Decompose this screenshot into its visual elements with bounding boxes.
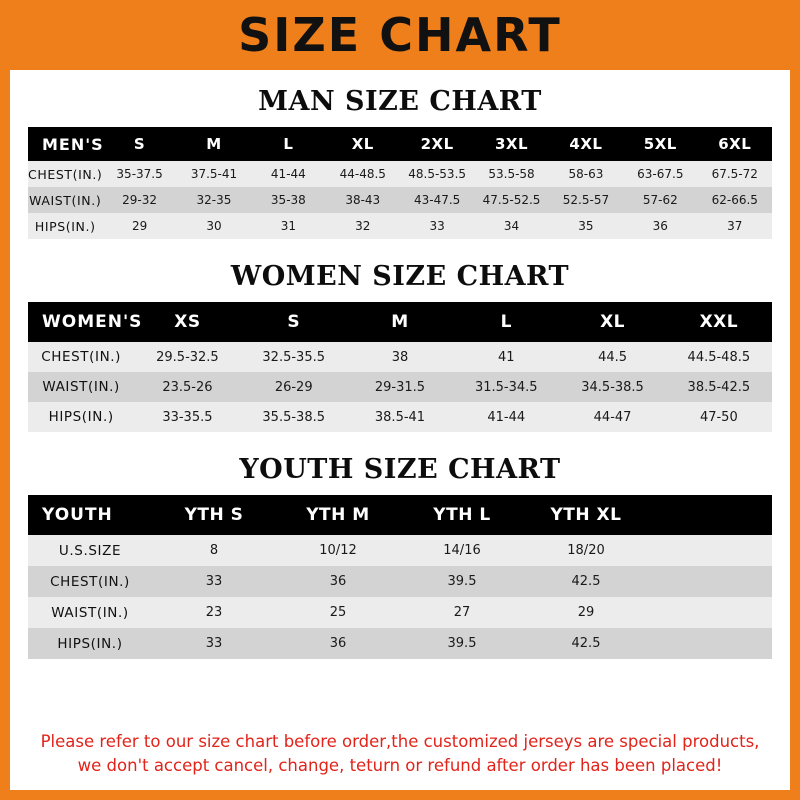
women-section-title: WOMEN SIZE CHART	[230, 261, 570, 292]
women-col-5: XXL	[666, 302, 772, 342]
men-r2c2: 31	[251, 213, 325, 239]
youth-r2c1: 25	[276, 597, 400, 628]
women-r0c4: 44.5	[559, 342, 665, 372]
youth-r0c3: 18/20	[524, 535, 648, 566]
women-r2c5: 47-50	[666, 402, 772, 432]
youth-row-0-label: U.S.SIZE	[28, 535, 152, 566]
youth-corner-label: YOUTH	[28, 495, 152, 535]
men-r0c1: 37.5-41	[177, 161, 251, 187]
women-col-3: L	[453, 302, 559, 342]
youth-r1c2: 39.5	[400, 566, 524, 597]
table-row	[28, 342, 772, 372]
youth-col-3: YTH XL	[524, 495, 648, 535]
men-size-table	[28, 127, 772, 239]
youth-r0c2: 14/16	[400, 535, 524, 566]
youth-r1c4	[648, 566, 772, 597]
table-row	[28, 402, 772, 432]
youth-r3c3: 42.5	[524, 628, 648, 659]
men-r0c3: 44-48.5	[326, 161, 400, 187]
men-corner-label: MEN'S	[28, 127, 102, 161]
women-r0c2: 38	[347, 342, 453, 372]
youth-row-2-label: WAIST(IN.)	[28, 597, 152, 628]
men-row-2-label: HIPS(IN.)	[28, 213, 102, 239]
men-r2c8: 37	[698, 213, 772, 239]
table-header-row	[28, 495, 772, 535]
footer-note-line-2: we don't accept cancel, change, teturn or refund after order has been placed!	[77, 756, 723, 776]
men-r0c0: 35-37.5	[102, 161, 176, 187]
youth-r1c0: 33	[152, 566, 276, 597]
women-r0c5: 44.5-48.5	[666, 342, 772, 372]
women-r2c1: 35.5-38.5	[241, 402, 347, 432]
women-r1c0: 23.5-26	[134, 372, 240, 402]
table-row	[28, 372, 772, 402]
youth-r1c1: 36	[276, 566, 400, 597]
men-r1c5: 47.5-52.5	[474, 187, 548, 213]
women-r0c0: 29.5-32.5	[134, 342, 240, 372]
women-row-2-label: HIPS(IN.)	[28, 402, 134, 432]
women-size-table	[28, 302, 772, 432]
men-col-1: M	[177, 127, 251, 161]
women-row-1-label: WAIST(IN.)	[28, 372, 134, 402]
men-r1c0: 29-32	[102, 187, 176, 213]
youth-r2c3: 29	[524, 597, 648, 628]
men-r2c3: 32	[326, 213, 400, 239]
women-r2c3: 41-44	[453, 402, 559, 432]
women-col-0: XS	[134, 302, 240, 342]
men-table-body	[28, 161, 772, 239]
banner-title: SIZE CHART	[238, 8, 562, 62]
men-r0c8: 67.5-72	[698, 161, 772, 187]
table-row	[28, 597, 772, 628]
men-r1c7: 57-62	[623, 187, 697, 213]
women-r0c1: 32.5-35.5	[241, 342, 347, 372]
youth-section-title: YOUTH SIZE CHART	[239, 454, 561, 485]
youth-col-4	[648, 495, 772, 535]
women-col-2: M	[347, 302, 453, 342]
youth-row-1-label: CHEST(IN.)	[28, 566, 152, 597]
men-col-4: 2XL	[400, 127, 474, 161]
footer-note-line-1: Please refer to our size chart before order,the customized jerseys are special products,	[40, 732, 760, 752]
men-col-3: XL	[326, 127, 400, 161]
men-col-7: 5XL	[623, 127, 697, 161]
men-col-8: 6XL	[698, 127, 772, 161]
table-header-row	[28, 127, 772, 161]
table-row	[28, 213, 772, 239]
youth-col-2: YTH L	[400, 495, 524, 535]
youth-col-0: YTH S	[152, 495, 276, 535]
table-row	[28, 566, 772, 597]
women-row-0-label: CHEST(IN.)	[28, 342, 134, 372]
men-table-header	[28, 127, 772, 161]
table-row	[28, 161, 772, 187]
men-r1c3: 38-43	[326, 187, 400, 213]
men-col-2: L	[251, 127, 325, 161]
bottom-accent-bar	[10, 790, 790, 800]
youth-r3c4	[648, 628, 772, 659]
women-r0c3: 41	[453, 342, 559, 372]
men-r2c4: 33	[400, 213, 474, 239]
youth-r2c4	[648, 597, 772, 628]
women-r1c4: 34.5-38.5	[559, 372, 665, 402]
content	[10, 70, 790, 790]
men-col-5: 3XL	[474, 127, 548, 161]
men-r2c0: 29	[102, 213, 176, 239]
youth-r0c1: 10/12	[276, 535, 400, 566]
men-r0c7: 63-67.5	[623, 161, 697, 187]
women-r1c2: 29-31.5	[347, 372, 453, 402]
table-header-row	[28, 302, 772, 342]
women-r2c0: 33-35.5	[134, 402, 240, 432]
women-col-4: XL	[559, 302, 665, 342]
women-corner-label: WOMEN'S	[28, 302, 134, 342]
men-r2c1: 30	[177, 213, 251, 239]
women-r1c3: 31.5-34.5	[453, 372, 559, 402]
youth-r3c1: 36	[276, 628, 400, 659]
youth-r3c2: 39.5	[400, 628, 524, 659]
table-row	[28, 187, 772, 213]
men-row-1-label: WAIST(IN.)	[28, 187, 102, 213]
youth-r2c0: 23	[152, 597, 276, 628]
men-r1c4: 43-47.5	[400, 187, 474, 213]
men-r1c6: 52.5-57	[549, 187, 623, 213]
men-r1c2: 35-38	[251, 187, 325, 213]
men-section-title: MAN SIZE CHART	[258, 86, 542, 117]
men-r0c4: 48.5-53.5	[400, 161, 474, 187]
men-col-6: 4XL	[549, 127, 623, 161]
footer-note	[28, 720, 772, 790]
table-row	[28, 628, 772, 659]
men-r2c7: 36	[623, 213, 697, 239]
women-table-header	[28, 302, 772, 342]
women-r2c2: 38.5-41	[347, 402, 453, 432]
youth-r1c3: 42.5	[524, 566, 648, 597]
banner	[10, 0, 790, 70]
women-r1c1: 26-29	[241, 372, 347, 402]
youth-r0c0: 8	[152, 535, 276, 566]
youth-row-3-label: HIPS(IN.)	[28, 628, 152, 659]
women-col-1: S	[241, 302, 347, 342]
youth-r0c4	[648, 535, 772, 566]
table-row	[28, 535, 772, 566]
men-r1c8: 62-66.5	[698, 187, 772, 213]
men-row-0-label: CHEST(IN.)	[28, 161, 102, 187]
women-table-body	[28, 342, 772, 432]
men-col-0: S	[102, 127, 176, 161]
youth-r3c0: 33	[152, 628, 276, 659]
men-r0c2: 41-44	[251, 161, 325, 187]
men-r2c6: 35	[549, 213, 623, 239]
women-r2c4: 44-47	[559, 402, 665, 432]
men-r2c5: 34	[474, 213, 548, 239]
youth-col-1: YTH M	[276, 495, 400, 535]
women-r1c5: 38.5-42.5	[666, 372, 772, 402]
men-r0c6: 58-63	[549, 161, 623, 187]
youth-table-header	[28, 495, 772, 535]
men-r0c5: 53.5-58	[474, 161, 548, 187]
youth-size-table	[28, 495, 772, 659]
men-r1c1: 32-35	[177, 187, 251, 213]
youth-table-body	[28, 535, 772, 659]
youth-r2c2: 27	[400, 597, 524, 628]
